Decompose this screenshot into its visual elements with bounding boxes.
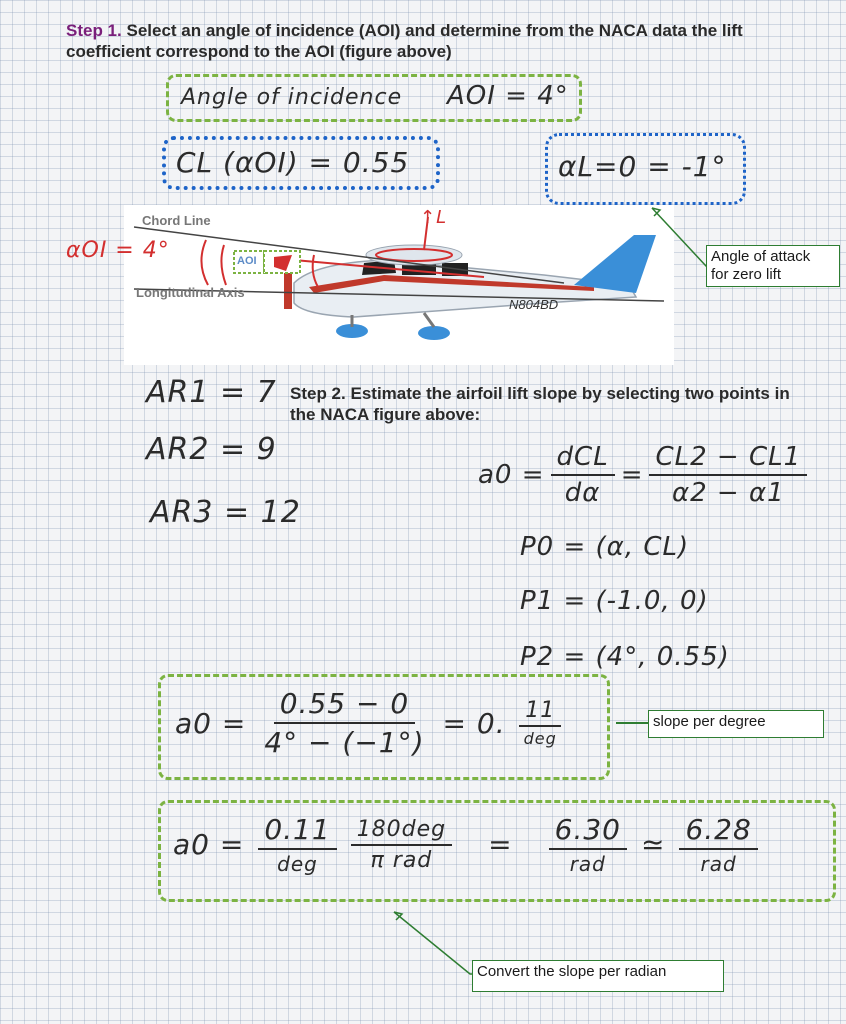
cl-box bbox=[162, 136, 440, 190]
calc2-result1-den: rad bbox=[569, 852, 606, 876]
aoi-box bbox=[166, 74, 582, 122]
aoi-value: AOI = 4° bbox=[447, 81, 569, 111]
longitudinal-axis-label: Longitudinal Axis bbox=[136, 285, 245, 300]
calc1-result-den: deg bbox=[523, 729, 557, 748]
convert-arrow bbox=[386, 906, 486, 986]
calc2-result2 bbox=[679, 813, 757, 876]
tail-number: N804BD bbox=[509, 297, 559, 312]
calc2-frac2-num: 180deg bbox=[351, 817, 452, 846]
calc2-lhs: a0 = bbox=[173, 828, 245, 861]
difference-num: CL2 − CL1 bbox=[649, 442, 807, 476]
step1-text: Select an angle of incidence (AOI) and determine from the NACA data the lift coefficient correspond to the AOI (figure above) bbox=[66, 21, 743, 61]
step2-heading bbox=[290, 383, 810, 425]
lift-label: ↑L bbox=[420, 207, 448, 228]
calc2-result2-den: rad bbox=[700, 852, 737, 876]
calc2-frac1-den: deg bbox=[277, 852, 318, 876]
step1-lead: Step 1. bbox=[66, 21, 122, 40]
aspect-ratio-1: AR1 = 7 bbox=[146, 375, 277, 410]
calc2-result1 bbox=[549, 813, 627, 876]
alpha0-box bbox=[545, 133, 746, 205]
calc1-den: 4° − (−1°) bbox=[264, 726, 425, 759]
calc2-result2-num: 6.28 bbox=[679, 813, 757, 850]
step1-heading bbox=[66, 20, 786, 62]
point-p1: P1 = (-1.0, 0) bbox=[520, 586, 709, 616]
calc1-num: 0.55 − 0 bbox=[274, 687, 415, 724]
calc2-frac2 bbox=[351, 817, 452, 873]
callout-zero-lift bbox=[706, 245, 840, 287]
calc2-content bbox=[173, 813, 758, 876]
derivative-den: dα bbox=[564, 478, 601, 508]
aoi-annotation: αOI = 4° bbox=[66, 238, 170, 263]
calc1-content bbox=[175, 687, 563, 759]
calc1-eq: = 0. bbox=[442, 706, 506, 740]
calc1-box bbox=[158, 674, 610, 780]
calc1-lhs: a0 = bbox=[175, 706, 247, 740]
aoi-label: Angle of incidence bbox=[181, 85, 403, 110]
step2-lead: Step 2. bbox=[290, 384, 346, 403]
calc1-fraction bbox=[258, 687, 430, 759]
point-p0: P0 = (α, CL) bbox=[520, 532, 690, 562]
derivative-num: dCL bbox=[551, 442, 615, 476]
calc2-eq: = bbox=[488, 828, 513, 861]
lift-slope-formula bbox=[478, 442, 807, 508]
slope-arrow bbox=[616, 722, 650, 724]
callout-convert: Convert the slope per radian bbox=[472, 960, 724, 992]
chord-line-label: Chord Line bbox=[142, 213, 211, 228]
point-p2: P2 = (4°, 0.55) bbox=[520, 642, 730, 672]
formula-lhs: a0 = bbox=[478, 460, 545, 490]
callout-slope: slope per degree bbox=[648, 710, 824, 738]
aspect-ratio-3: AR3 = 12 bbox=[150, 495, 301, 530]
airplane-diagram bbox=[124, 205, 674, 365]
cl-value: CL (αOI) = 0.55 bbox=[176, 146, 410, 179]
calc2-frac1 bbox=[258, 813, 336, 876]
calc2-result1-num: 6.30 bbox=[549, 813, 627, 850]
calc1-result-num: 11 bbox=[519, 698, 561, 727]
calc2-frac2-den: π rad bbox=[370, 847, 433, 873]
calc2-frac1-num: 0.11 bbox=[258, 813, 336, 850]
calc2-box bbox=[158, 800, 836, 902]
derivative-fraction bbox=[551, 442, 615, 508]
callout-zero-lift-line2: for zero lift bbox=[711, 266, 782, 283]
callout-zero-lift-line1: Angle of attack bbox=[711, 248, 811, 265]
alpha0-value: αL=0 = -1° bbox=[558, 150, 727, 183]
calc2-approx: ≃ bbox=[640, 828, 666, 861]
step2-text: Estimate the airfoil lift slope by selecting two points in the NACA figure above: bbox=[290, 384, 790, 424]
difference-den: α2 − α1 bbox=[671, 478, 785, 508]
aoi-tag: AOI bbox=[237, 255, 257, 267]
calc1-result bbox=[518, 698, 563, 748]
aspect-ratio-2: AR2 = 9 bbox=[146, 432, 277, 467]
difference-fraction bbox=[649, 442, 807, 508]
formula-eq: = bbox=[620, 460, 644, 490]
